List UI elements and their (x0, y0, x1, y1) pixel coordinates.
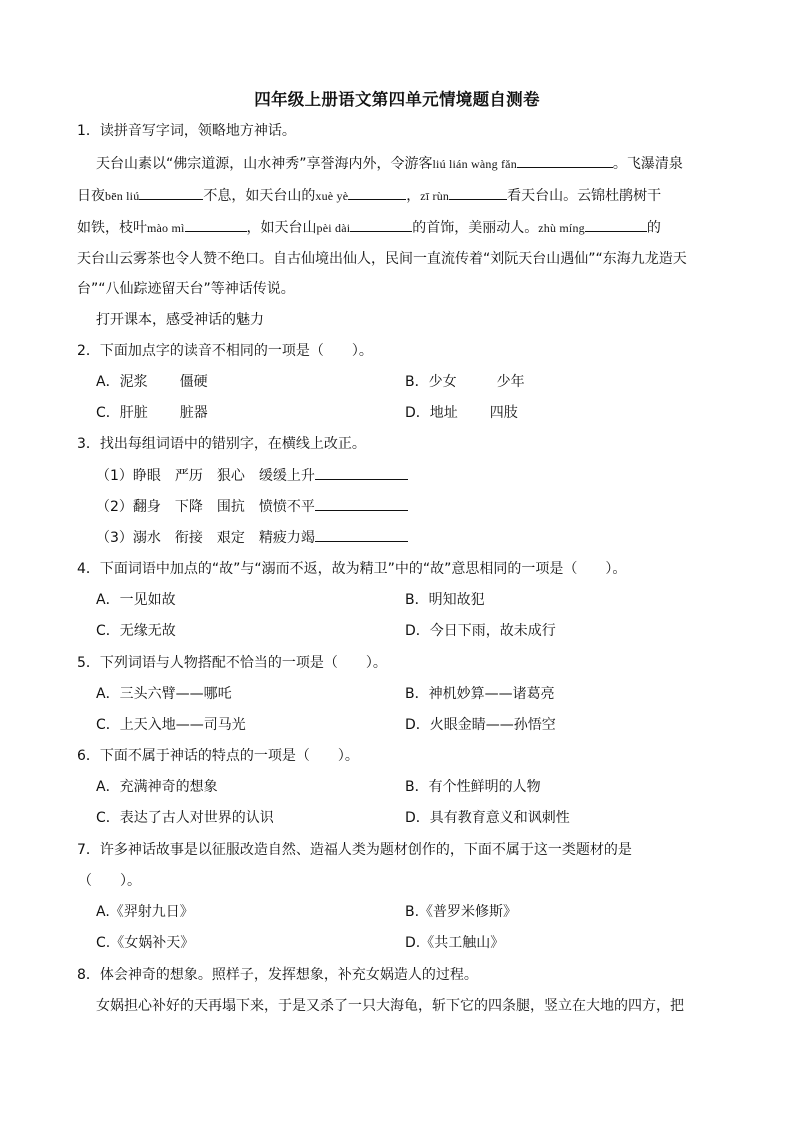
q1-text: 不息，如天台山的 (203, 188, 316, 204)
q1-text: ，如天台山 (246, 220, 317, 236)
q1-text: 。飞瀑清泉 (612, 156, 683, 172)
answer-blank[interactable] (348, 185, 406, 200)
question-1-line-3 (77, 217, 661, 238)
option-label: D． (405, 405, 430, 421)
option-word: 泥浆 (119, 374, 148, 390)
q2-option-d[interactable] (405, 403, 518, 423)
q6-option-b[interactable]: B．有个性鲜明的人物 (405, 779, 541, 795)
question-8-stem: 8．体会神奇的想象。照样子，发挥想象，补充女娲造人的过程。 (77, 967, 478, 983)
question-6-stem: 6．下面不属于神话的特点的一项是（ ）。 (77, 748, 359, 764)
q1-text: ， (406, 188, 421, 204)
option-word: 僵硬 (179, 374, 208, 390)
option-word: 少女 (428, 374, 457, 390)
pinyin-xueye: xuè yè (315, 189, 349, 203)
q1-text: 的 (646, 220, 661, 236)
answer-blank[interactable] (585, 217, 647, 232)
question-1-stem: 1．读拼音写字词，领略地方神话。 (77, 123, 296, 139)
section-heading: 打开课本，感受神话的魅力 (96, 312, 264, 328)
q4-option-b[interactable]: B．明知故犯 (405, 592, 485, 608)
answer-blank[interactable] (350, 217, 412, 232)
q4-option-c[interactable]: C．无缘无故 (96, 623, 176, 639)
q4-option-a[interactable]: A．一见如故 (96, 592, 176, 608)
q3-item-2 (96, 496, 408, 517)
q7-option-a[interactable]: A.《羿射九日》 (96, 904, 194, 920)
q1-text: 日夜 (77, 188, 105, 204)
q2-option-b[interactable] (405, 372, 525, 392)
question-5-stem: 5．下列词语与人物搭配不恰当的一项是（ ）。 (77, 655, 387, 671)
answer-blank[interactable] (315, 527, 408, 542)
option-word: 地址 (429, 405, 458, 421)
question-2-stem: 2．下面加点字的读音不相同的一项是（ ）。 (77, 343, 373, 359)
q5-option-c[interactable]: C．上天入地——司马光 (96, 717, 246, 733)
q1-text: 看天台山。云锦杜鹃树干 (507, 188, 662, 204)
q1-text: 的首饰，美丽动人。 (412, 220, 539, 236)
question-3-stem: 3．找出每组词语中的错别字，在横线上改正。 (77, 436, 366, 452)
question-1-line-1 (96, 153, 683, 174)
word-group: （3）溺水 衔接 艰定 精疲力竭 (96, 530, 315, 546)
q7-option-b[interactable]: B.《普罗米修斯》 (405, 904, 518, 920)
pinyin-liulianwangfan: liú lián wàng fǎn (432, 157, 517, 171)
q6-option-a[interactable]: A．充满神奇的想象 (96, 779, 218, 795)
q6-option-c[interactable]: C．表达了古人对世界的认识 (96, 810, 274, 826)
question-1-line-2 (77, 185, 661, 206)
q1-text: 如铁，枝叶 (77, 220, 147, 236)
option-word: 肝脏 (119, 405, 148, 421)
option-word: 脏器 (179, 405, 208, 421)
option-label: B． (405, 374, 429, 390)
q5-option-b[interactable]: B．神机妙算——诸葛亮 (405, 686, 555, 702)
q2-option-c[interactable] (96, 403, 208, 423)
page-title: 四年级上册语文第四单元情境题自测卷 (254, 90, 540, 109)
q2-option-a[interactable] (96, 372, 208, 392)
q5-option-d[interactable]: D．火眼金睛——孙悟空 (405, 717, 556, 733)
word-group: （2）翻身 下降 围抗 愤愤不平 (96, 499, 315, 515)
option-word: 少年 (496, 374, 525, 390)
answer-blank[interactable] (139, 185, 203, 200)
question-8-paragraph: 女娲担心补好的天再塌下来，于是又杀了一只大海龟，斩下它的四条腿，竖立在大地的四方，把 (96, 998, 684, 1014)
answer-blank[interactable] (315, 496, 408, 511)
q3-item-1 (96, 465, 408, 486)
pinyin-ziren: zī rùn (420, 189, 450, 203)
answer-blank[interactable] (517, 153, 613, 168)
pinyin-maomi: mào mì (147, 221, 185, 235)
q3-item-3 (96, 527, 408, 548)
word-group: （1）睁眼 严历 狠心 缓缓上升 (96, 468, 315, 484)
answer-blank[interactable] (315, 465, 408, 480)
q4-option-d[interactable]: D．今日下雨，故未成行 (405, 623, 556, 639)
pinyin-benliu: bēn liú (105, 189, 140, 203)
option-word: 四肢 (489, 405, 518, 421)
option-label: C． (96, 405, 120, 421)
question-4-stem: 4．下面词语中加点的“故”与“溺而不返，故为精卫”中的“故”意思相同的一项是（ ）。 (77, 561, 627, 577)
question-7-stem: 7．许多神话故事是以征服改造自然、造福人类为题材创作的，下面不属于这一类题材的是 (77, 842, 632, 858)
answer-blank[interactable] (185, 217, 247, 232)
q5-option-a[interactable]: A．三头六臂——哪吒 (96, 686, 232, 702)
option-label: A． (96, 374, 120, 390)
answer-blank[interactable] (449, 185, 507, 200)
question-1-line-5: 台”“八仙踪迹留天台”等神话传说。 (77, 281, 295, 297)
q6-option-d[interactable]: D．具有教育意义和讽刺性 (405, 810, 570, 826)
question-1-line-4: 天台山云雾茶也令人赞不绝口。自古仙境出仙人，民间一直流传着“刘阮天台山遇仙”“东海九龙造天 (77, 251, 687, 267)
question-7-stem-cont: （ ）。 (78, 873, 141, 889)
q1-text: 天台山素以“佛宗道源，山水神秀”享誉海内外，令游客 (96, 156, 433, 172)
q7-option-d[interactable]: D.《共工触山》 (405, 935, 505, 951)
pinyin-peidai: pèi dài (316, 221, 351, 235)
pinyin-zhuming: zhù míng (538, 221, 585, 235)
q7-option-c[interactable]: C.《女娲补天》 (96, 935, 195, 951)
